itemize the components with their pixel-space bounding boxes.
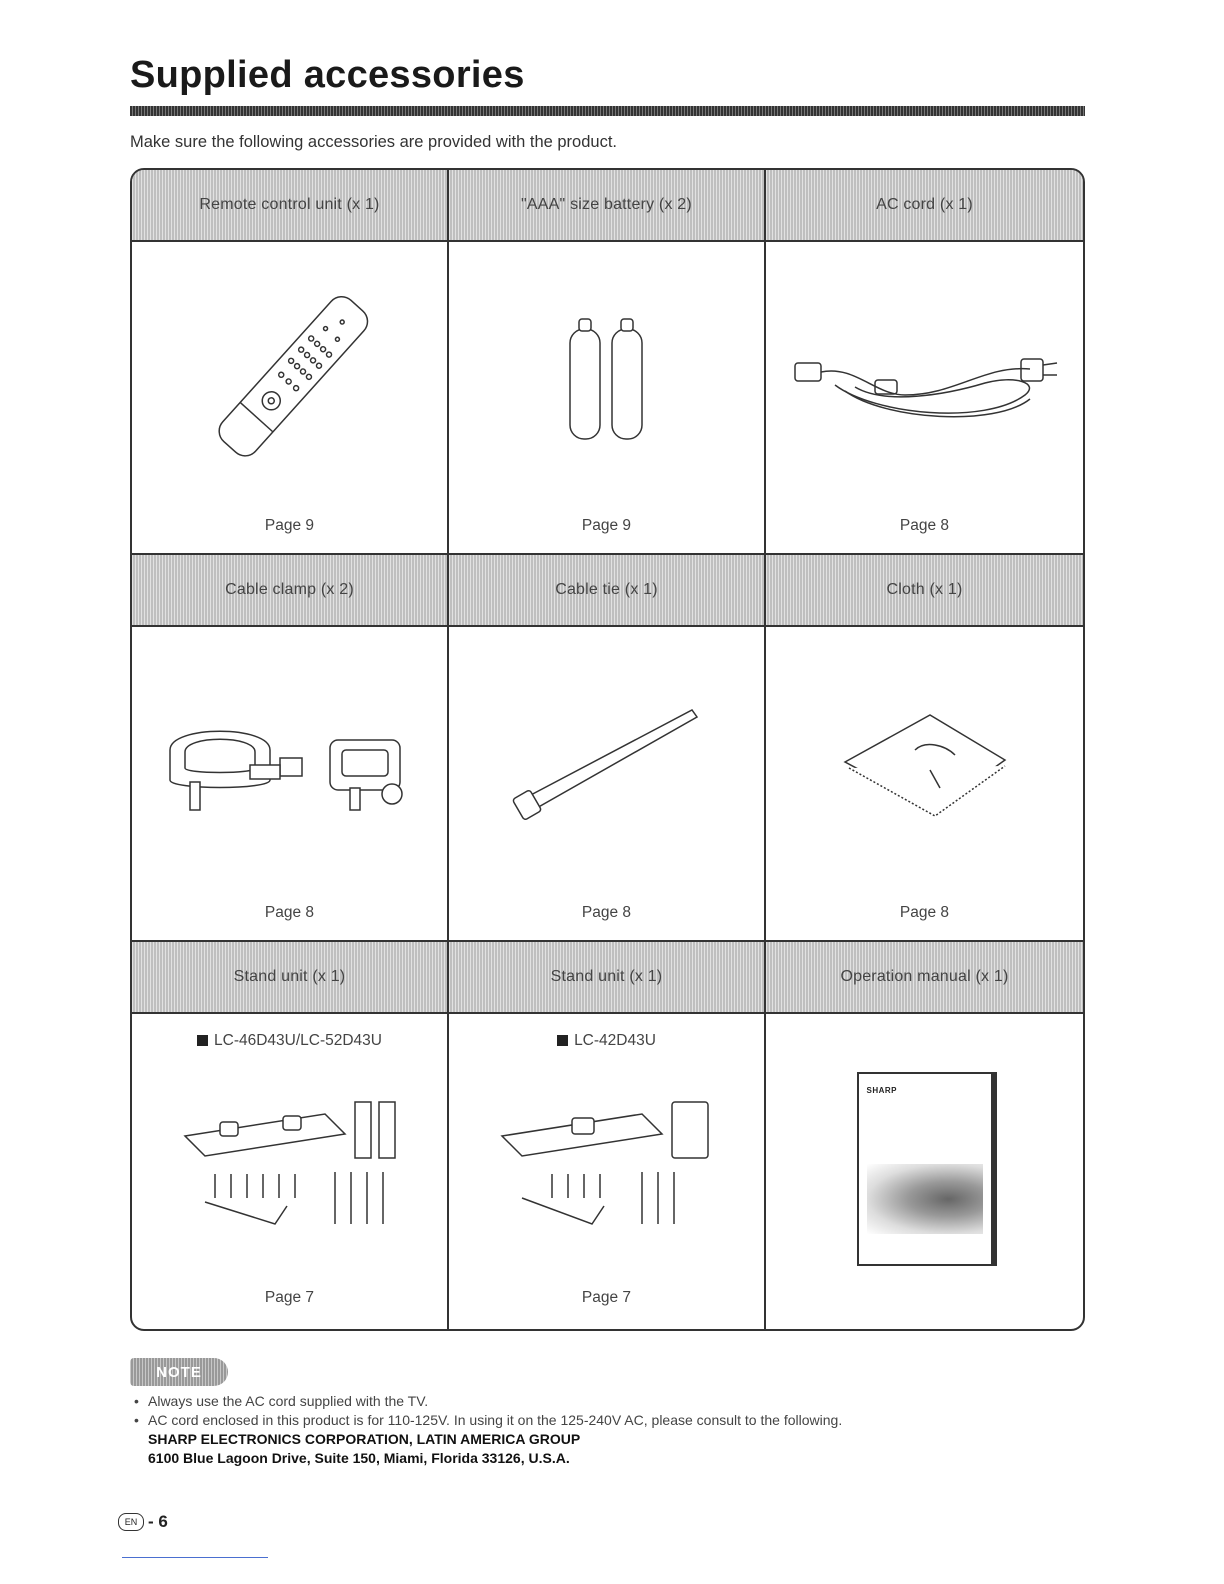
- accessory-label: Cable clamp (x 2): [225, 581, 354, 598]
- accessory-cell-remote: [132, 242, 449, 555]
- cable-tie-illustration: [449, 645, 764, 885]
- manual-book: [857, 1072, 993, 1266]
- accessory-label: Remote control unit (x 1): [199, 196, 380, 213]
- square-bullet-icon: [197, 1035, 208, 1046]
- accessory-header: [766, 555, 1083, 627]
- square-bullet-icon: [557, 1035, 568, 1046]
- accessory-header: [449, 555, 766, 627]
- page-reference: Page 9: [264, 517, 315, 534]
- page-reference: Page 8: [264, 904, 315, 921]
- accessory-label: "AAA" size battery (x 2): [521, 196, 692, 213]
- accessory-header: [449, 170, 766, 242]
- accessory-label: AC cord (x 1): [876, 196, 973, 213]
- contact-address: 6100 Blue Lagoon Drive, Suite 150, Miami, Florida 33126, U.S.A.: [148, 1450, 570, 1466]
- operation-manual-illustration: [766, 1054, 1083, 1284]
- model-number: LC-42D43U: [574, 1032, 656, 1049]
- page-reference: Page 9: [581, 517, 632, 534]
- battery-illustration: [449, 260, 764, 500]
- model-label: [449, 1032, 764, 1050]
- manual-cover-art: [867, 1164, 983, 1234]
- accessory-cell-ac-cord: [766, 242, 1083, 555]
- note-list: [132, 1392, 842, 1468]
- accessory-header: [449, 942, 766, 1014]
- accessory-header: [766, 942, 1083, 1014]
- accessory-label: Cable tie (x 1): [555, 581, 658, 598]
- page-number: [118, 1512, 168, 1532]
- model-number: LC-46D43U/LC-52D43U: [214, 1032, 382, 1049]
- accessory-label: Operation manual (x 1): [840, 968, 1009, 985]
- accessory-cell-cable-tie: [449, 627, 766, 942]
- accessory-label: Stand unit (x 1): [550, 968, 663, 985]
- accessories-table: [130, 168, 1085, 1331]
- stand-unit-illustration: [132, 1069, 447, 1269]
- stand-unit-illustration: [449, 1069, 764, 1269]
- manual-brand: SHARP: [866, 1086, 898, 1095]
- accessory-header: [132, 942, 449, 1014]
- page-reference: Page 8: [581, 904, 632, 921]
- language-badge: EN: [118, 1513, 144, 1531]
- page-reference: Page 8: [899, 904, 950, 921]
- accessory-cell-stand-large: [132, 1014, 449, 1329]
- cloth-illustration: [766, 645, 1083, 885]
- accessory-label: Cloth (x 1): [886, 581, 963, 598]
- page-number-text: - 6: [148, 1512, 168, 1531]
- accessory-cell-manual: [766, 1014, 1083, 1329]
- note-item: • Always use the AC cord supplied with the TV.: [132, 1392, 842, 1411]
- page-reference: Page 7: [264, 1289, 315, 1306]
- note-badge-label: NOTE: [156, 1363, 202, 1381]
- intro-text: Make sure the following accessories are provided with the product.: [130, 133, 617, 151]
- footer-line: [122, 1557, 268, 1558]
- accessory-cell-cable-clamp: [132, 627, 449, 942]
- accessory-header: [132, 555, 449, 627]
- model-label: [132, 1032, 447, 1050]
- ac-cord-illustration: [766, 260, 1083, 500]
- cable-clamp-illustration: [132, 645, 447, 885]
- remote-control-illustration: [132, 260, 447, 500]
- contact-company: SHARP ELECTRONICS CORPORATION, LATIN AMERICA GROUP: [148, 1431, 581, 1447]
- accessory-header: [766, 170, 1083, 242]
- title-rule: [130, 106, 1085, 116]
- accessory-label: Stand unit (x 1): [233, 968, 346, 985]
- accessory-cell-stand-small: [449, 1014, 766, 1329]
- accessory-header: [132, 170, 449, 242]
- accessory-cell-cloth: [766, 627, 1083, 942]
- accessory-cell-battery: [449, 242, 766, 555]
- note-item: • AC cord enclosed in this product is for 110-125V. In using it on the 125-240V AC, please consult to the following.: [132, 1411, 842, 1430]
- page-reference: Page 8: [899, 517, 950, 534]
- page-reference: Page 7: [581, 1289, 632, 1306]
- page-title: Supplied accessories: [130, 54, 525, 96]
- note-badge: [130, 1358, 228, 1386]
